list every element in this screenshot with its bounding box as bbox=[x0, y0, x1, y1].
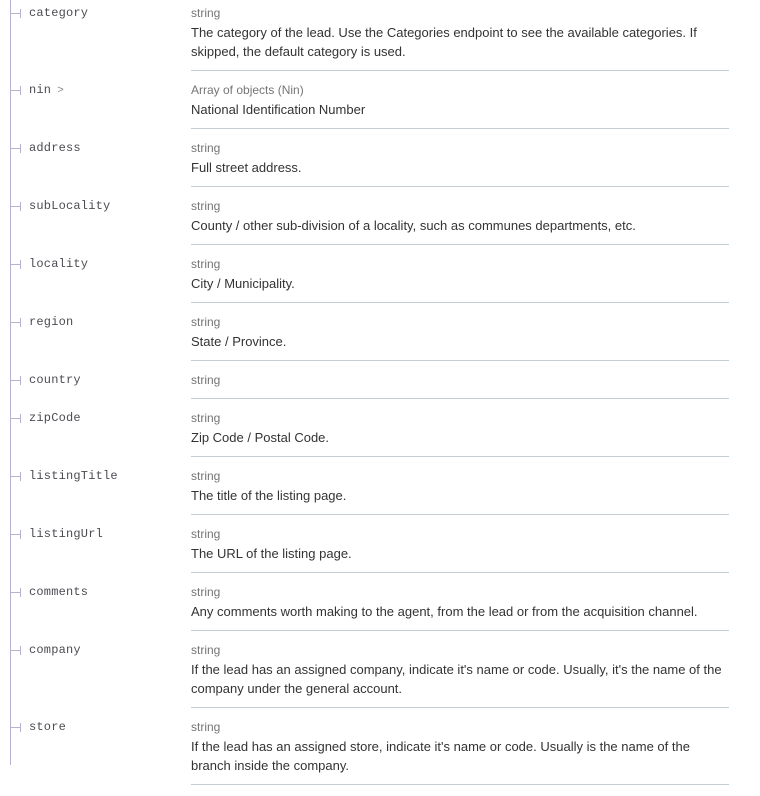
tree-branch-icon bbox=[10, 206, 21, 207]
field-name-text: store bbox=[29, 720, 67, 734]
field-name bbox=[29, 140, 81, 156]
field-row bbox=[0, 140, 729, 198]
tree-branch-icon bbox=[10, 322, 21, 323]
field-name-cell bbox=[0, 719, 191, 735]
field-row bbox=[0, 642, 729, 719]
tree-branch-icon bbox=[10, 13, 21, 14]
tree-branch-icon bbox=[10, 534, 21, 535]
tree-branch-icon bbox=[10, 418, 21, 419]
field-description: The category of the lead. Use the Categories endpoint to see the available categories. If skipped, the default category is used. bbox=[191, 25, 697, 59]
field-type-label: string bbox=[191, 257, 221, 271]
field-detail-cell bbox=[191, 468, 729, 515]
field-detail-cell bbox=[191, 526, 729, 573]
field-detail-cell bbox=[191, 584, 729, 631]
field-type-label: string bbox=[191, 315, 221, 329]
field-description: The URL of the listing page. bbox=[191, 546, 352, 561]
field-name-text: zipCode bbox=[29, 411, 81, 425]
field-name-text: company bbox=[29, 643, 81, 657]
field-description: County / other sub-division of a locality, such as communes departments, etc. bbox=[191, 218, 636, 233]
tree-branch-icon bbox=[10, 90, 21, 91]
field-type-label: string bbox=[191, 527, 221, 541]
field-name-text: locality bbox=[29, 257, 89, 271]
field-detail-cell bbox=[191, 372, 729, 399]
field-name bbox=[29, 198, 110, 214]
field-name bbox=[29, 719, 66, 735]
field-name-cell bbox=[0, 314, 191, 330]
tree-branch-icon bbox=[10, 592, 21, 593]
tree-branch-icon bbox=[10, 727, 21, 728]
tree-branch-icon bbox=[10, 380, 21, 381]
expand-chevron-icon[interactable]: > bbox=[57, 85, 65, 97]
field-name-cell bbox=[0, 256, 191, 272]
field-name-text: region bbox=[29, 315, 74, 329]
field-detail-cell bbox=[191, 82, 729, 129]
field-row bbox=[0, 410, 729, 468]
field-detail-cell bbox=[191, 5, 729, 71]
field-detail-cell bbox=[191, 198, 729, 245]
field-name bbox=[29, 372, 81, 388]
field-name-text: subLocality bbox=[29, 199, 111, 213]
field-name-text: address bbox=[29, 141, 81, 155]
field-description: State / Province. bbox=[191, 334, 287, 349]
field-detail-cell bbox=[191, 719, 729, 785]
field-detail-cell bbox=[191, 314, 729, 361]
field-type-label: string bbox=[191, 411, 221, 425]
field-name-text: category bbox=[29, 6, 89, 20]
field-name-cell bbox=[0, 642, 191, 658]
field-description: If the lead has an assigned company, indicate it's name or code. Usually, it's the name of the company under the general account. bbox=[191, 662, 722, 696]
field-type-label: string bbox=[191, 199, 221, 213]
field-row bbox=[0, 584, 729, 642]
field-name-text: comments bbox=[29, 585, 89, 599]
field-name-cell bbox=[0, 5, 191, 21]
field-type-label: string bbox=[191, 720, 221, 734]
field-row bbox=[0, 5, 729, 82]
field-name-cell bbox=[0, 584, 191, 600]
field-detail-cell bbox=[191, 410, 729, 457]
field-type-label: string bbox=[191, 643, 221, 657]
field-description: Any comments worth making to the agent, from the lead or from the acquisition channel. bbox=[191, 604, 698, 619]
field-row bbox=[0, 82, 729, 140]
field-name bbox=[29, 314, 73, 330]
field-name-cell bbox=[0, 410, 191, 426]
field-detail-cell bbox=[191, 642, 729, 708]
field-name[interactable] bbox=[29, 82, 64, 99]
field-row bbox=[0, 314, 729, 372]
field-name-cell bbox=[0, 198, 191, 214]
field-row bbox=[0, 256, 729, 314]
field-type-label: string bbox=[191, 141, 221, 155]
field-detail-cell bbox=[191, 256, 729, 303]
field-detail-cell bbox=[191, 140, 729, 187]
field-name bbox=[29, 468, 118, 484]
field-type-label: string bbox=[191, 469, 221, 483]
field-name-cell bbox=[0, 82, 191, 99]
field-name bbox=[29, 642, 81, 658]
field-name-text: country bbox=[29, 373, 81, 387]
field-name bbox=[29, 5, 88, 21]
field-row bbox=[0, 526, 729, 584]
field-description: National Identification Number bbox=[191, 102, 366, 117]
field-row bbox=[0, 468, 729, 526]
field-description: If the lead has an assigned store, indicate it's name or code. Usually is the name of the branch inside the company. bbox=[191, 739, 690, 773]
field-name-cell bbox=[0, 372, 191, 388]
field-description: City / Municipality. bbox=[191, 276, 295, 291]
field-name bbox=[29, 256, 88, 272]
field-row bbox=[0, 198, 729, 256]
field-description: Full street address. bbox=[191, 160, 302, 175]
field-row bbox=[0, 719, 729, 796]
field-type-label: string bbox=[191, 585, 221, 599]
field-name-text: nin bbox=[29, 83, 52, 97]
field-name-cell bbox=[0, 140, 191, 156]
field-description: The title of the listing page. bbox=[191, 488, 347, 503]
field-name bbox=[29, 526, 103, 542]
field-row bbox=[0, 372, 729, 410]
tree-branch-icon bbox=[10, 476, 21, 477]
tree-branch-icon bbox=[10, 148, 21, 149]
field-name-text: listingUrl bbox=[29, 527, 104, 541]
field-name bbox=[29, 584, 88, 600]
tree-branch-icon bbox=[10, 650, 21, 651]
tree-branch-icon bbox=[10, 264, 21, 265]
field-type-label: Array of objects (Nin) bbox=[191, 83, 304, 97]
field-type-label: string bbox=[191, 6, 221, 20]
field-name-cell bbox=[0, 468, 191, 484]
field-name-cell bbox=[0, 526, 191, 542]
schema-field-list bbox=[0, 5, 729, 796]
field-name-text: listingTitle bbox=[29, 469, 118, 483]
field-type-label: string bbox=[191, 373, 221, 387]
field-name bbox=[29, 410, 81, 426]
field-description: Zip Code / Postal Code. bbox=[191, 430, 330, 445]
